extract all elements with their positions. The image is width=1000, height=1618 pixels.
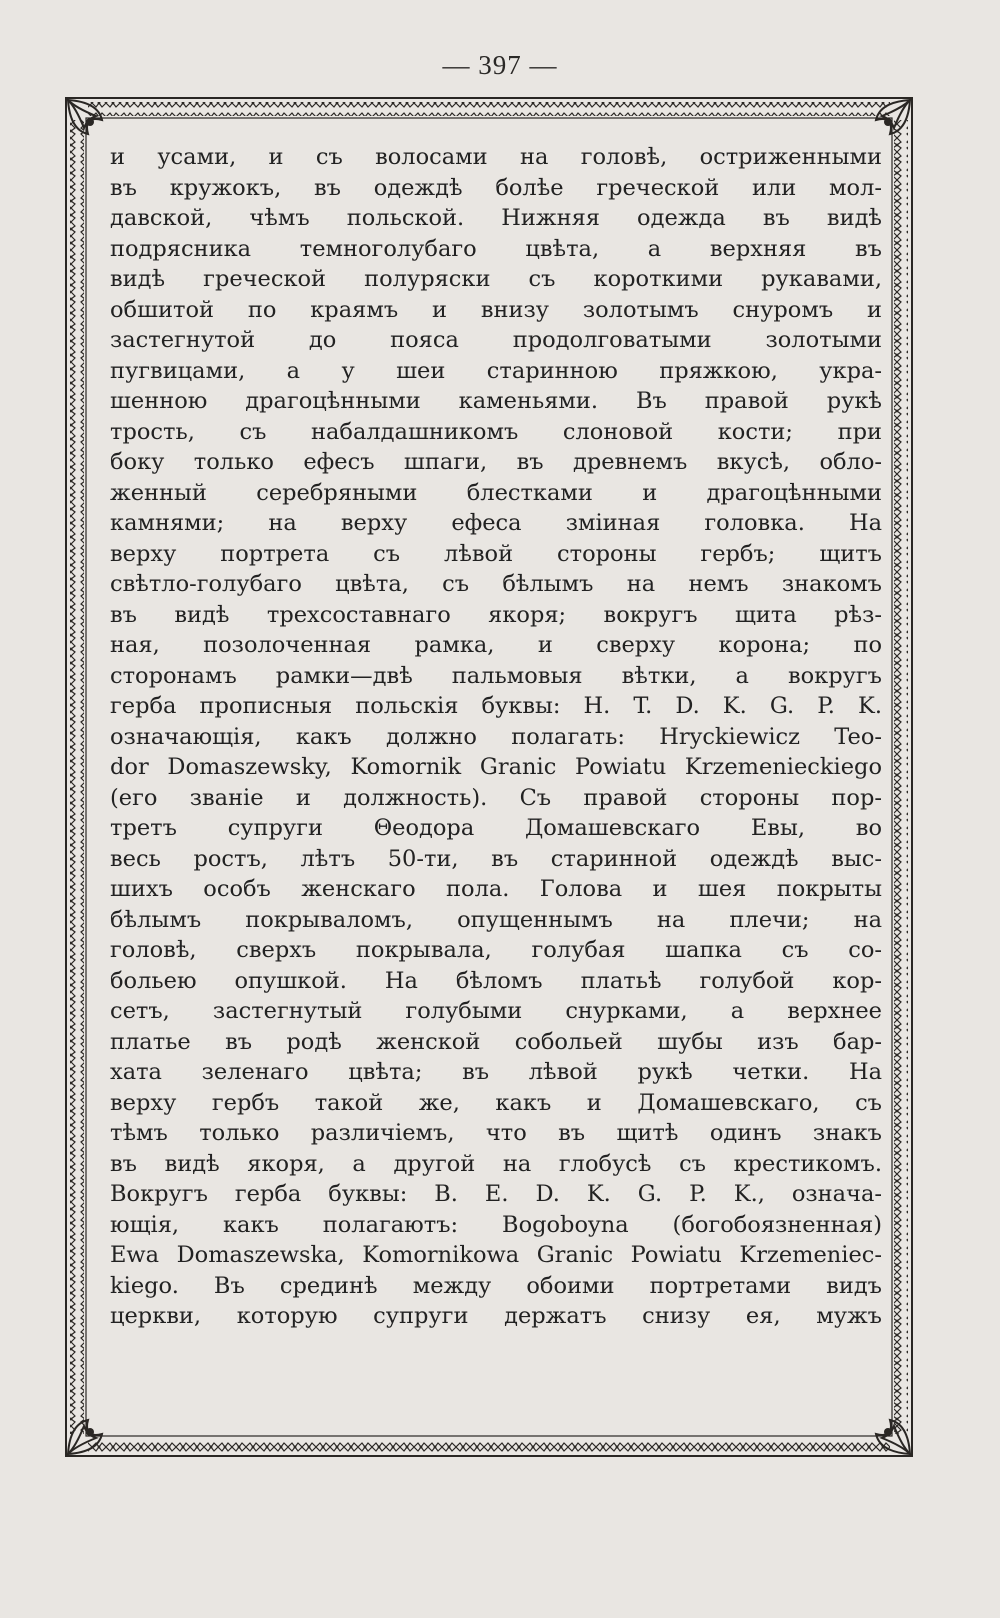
text-line: ющія, какъ полагаютъ: Bogoboyna (богобоязненная): [110, 1211, 882, 1238]
text-line: церкви, которую супруги держатъ снизу ея, мужъ: [110, 1303, 882, 1329]
text-line: весь ростъ, лѣтъ 50-ти, въ старинной одеждѣ выс-: [110, 845, 882, 872]
text-line: обшитой по краямъ и внизу золотымъ снуромъ и: [110, 296, 882, 323]
text-line: камнями; на верху ефеса зміиная головка. На: [110, 510, 882, 536]
text-line: Ewa Domaszewska, Komornikowa Granic Powiatu Krzemeniec-: [110, 1242, 882, 1268]
text-line: верху портрета съ лѣвой стороны гербъ; щитъ: [110, 540, 882, 567]
text-line: сетъ, застегнутый голубыми снурками, а верхнее: [110, 998, 882, 1024]
text-line: головѣ, сверхъ покрывала, голубая шапка съ со-: [110, 937, 882, 963]
text-line: въ видѣ якоря, а другой на глобусѣ съ крестикомъ.: [110, 1150, 882, 1177]
text-line: третъ супруги Θеодора Домашевскаго Евы, во: [110, 815, 882, 841]
text-line: въ кружокъ, въ одеждѣ болѣе греческой или мол-: [110, 174, 882, 201]
text-line: боку только ефесъ шпаги, въ древнемъ вкусѣ, обло-: [110, 449, 882, 475]
text-line: женный серебряными блестками и драгоцѣнными: [110, 479, 882, 506]
text-line: въ видѣ трехсоставнаго якоря; вокругъ щита рѣз-: [110, 601, 882, 628]
text-line: шихъ особъ женскаго пола. Голова и шея покрыты: [110, 876, 882, 902]
text-line: свѣтло-голубаго цвѣта, съ бѣлымъ на немъ знакомъ: [110, 571, 882, 597]
text-line: верху гербъ такой же, какъ и Домашевскаго, съ: [110, 1089, 882, 1116]
text-line: тѣмъ только различіемъ, что въ щитѣ одинъ знакъ: [110, 1120, 882, 1146]
page-number: — 397 —: [442, 50, 558, 80]
text-line: kiego. Въ срединѣ между обоими портретами видъ: [110, 1272, 882, 1299]
text-line: и усами, и съ волосами на головѣ, остриженными: [110, 144, 882, 170]
text-line: застегнутой до пояса продолговатыми золотыми: [110, 327, 882, 353]
text-line: dor Domaszewsky, Komornik Granic Powiatu Krzemenieckiego: [110, 754, 882, 780]
text-line: подрясника темноголубаго цвѣта, а верхняя въ: [110, 235, 882, 262]
body-text: [110, 142, 882, 1332]
text-line: давской, чѣмъ польской. Нижняя одежда въ видѣ: [110, 205, 882, 231]
text-line: хата зеленаго цвѣта; въ лѣвой рукѣ четки. На: [110, 1059, 882, 1085]
text-line: (его званіе и должность). Съ правой стороны пор-: [110, 784, 882, 811]
text-line: бѣлымъ покрываломъ, опущеннымъ на плечи; на: [110, 906, 882, 933]
text-line: видѣ греческой полуряски съ короткими рукавами,: [110, 266, 882, 292]
text-line: шенною драгоцѣнными каменьями. Въ правой рукѣ: [110, 388, 882, 414]
text-line: означающія, какъ должно полагать: Hryckiewicz Teo-: [110, 723, 882, 750]
text-line: платье въ родѣ женской собольей шубы изъ бар-: [110, 1028, 882, 1055]
text-line: герба прописныя польскія буквы: H. T. D. K. G. P. K.: [110, 693, 882, 719]
text-line: сторонамъ рамки—двѣ пальмовыя вѣтки, а вокругъ: [110, 662, 882, 689]
text-line: Вокругъ герба буквы: B. E. D. K. G. P. K., означа-: [110, 1181, 882, 1207]
text-line: трость, съ набалдашникомъ слоновой кости; при: [110, 418, 882, 445]
text-line: ная, позолоченная рамка, и сверху корона; по: [110, 632, 882, 658]
text-line: больею опушкой. На бѣломъ платьѣ голубой кор-: [110, 967, 882, 994]
text-line: пугвицами, а у шеи старинною пряжкою, укра-: [110, 357, 882, 384]
